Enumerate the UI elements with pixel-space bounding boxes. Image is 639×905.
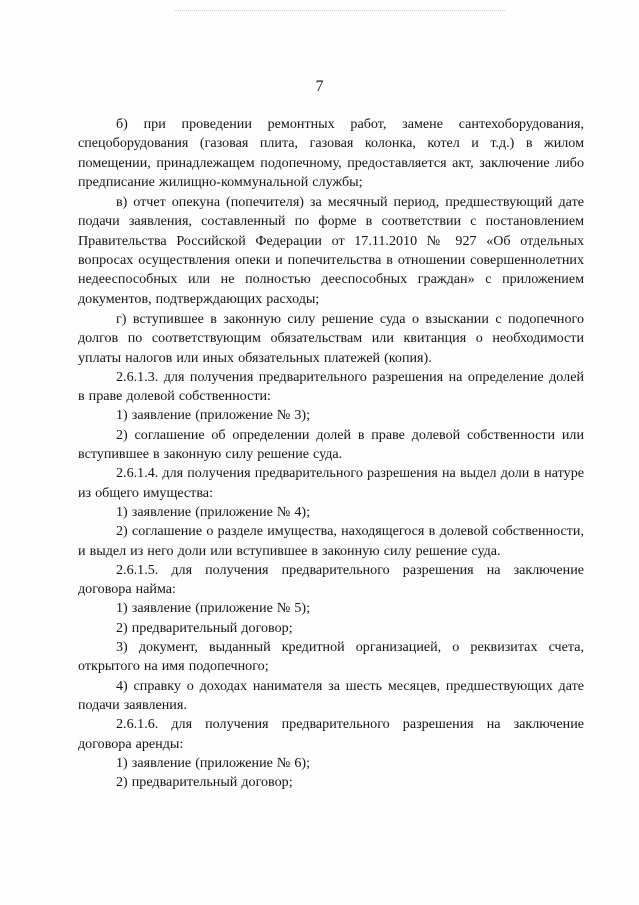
paragraph-item-b: б) при проведении ремонтных работ, замене сантехоборудования, спецоборудования (газовая плита, газовая колонка, котел и т.д.) в жилом помещении, принадлежащем подопечному, предоставляется акт, заключение либо предписание жилищно-коммунальной службы;: [78, 116, 584, 190]
list-item-6-1: 1) заявление (приложение № 6);: [116, 754, 311, 771]
list-item-5-3: 3) документ, выданный кредитной организацией, о реквизитах счета, открытого на имя подопечного;: [78, 639, 584, 675]
paragraph-item-v: в) отчет опекуна (попечителя) за месячный период, предшествующий дате подачи заявления, составленный по форме в соответствии с постановлением Правительства Российской Федерации от 17.11.2010 № 927 «Об отдельных вопросах осуществления опеки и попечительства в отношении совершеннолетних недееспособных или не полностью дееспособных граждан» с приложением документов, подтверждающих расходы;: [78, 194, 584, 307]
list-item-6-2: 2) предварительный договор;: [116, 774, 293, 791]
paragraph-section-2-6-1-4: 2.6.1.4. для получения предварительного разрешения на выдел доли в натуре из общего имущества:: [78, 465, 584, 501]
paragraph-item-g: г) вступившее в законную силу решение суда о взыскании с подопечного долгов по соответствующим обязательствам или квитанция о необходимости уплаты налогов или иных обязательных платежей (копия).: [78, 310, 584, 366]
scan-artifact-line: [175, 10, 505, 11]
list-item-5-4: 4) справку о доходах нанимателя за шесть месяцев, предшествующих дате подачи заявления.: [78, 677, 584, 713]
paragraph-section-2-6-1-5: 2.6.1.5. для получения предварительного разрешения на заключение договора найма:: [78, 561, 584, 598]
paragraph-section-2-6-1-3: 2.6.1.3. для получения предварительного разрешения на определение долей в праве долевой собственности:: [78, 368, 584, 405]
list-item-4-1: 1) заявление (приложение № 4);: [116, 503, 311, 520]
list-item-3-2: 2) соглашение об определении долей в праве долевой собственности или вступившее в законную силу решение суда.: [78, 426, 584, 463]
list-item-3-1: 1) заявление (приложение № 3);: [116, 407, 311, 424]
document-body: [78, 115, 584, 792]
page-number: 7: [315, 78, 324, 95]
list-item-5-2: 2) предварительный договор;: [116, 619, 293, 636]
list-item-4-2: 2) соглашение о разделе имущества, находящегося в долевой собственности, и выдел из него доли или вступившее в законную силу решение суда.: [78, 523, 584, 559]
paragraph-section-2-6-1-6: 2.6.1.6. для получения предварительного разрешения на заключение договора аренды:: [78, 716, 584, 752]
list-item-5-1: 1) заявление (приложение № 5);: [116, 600, 311, 617]
